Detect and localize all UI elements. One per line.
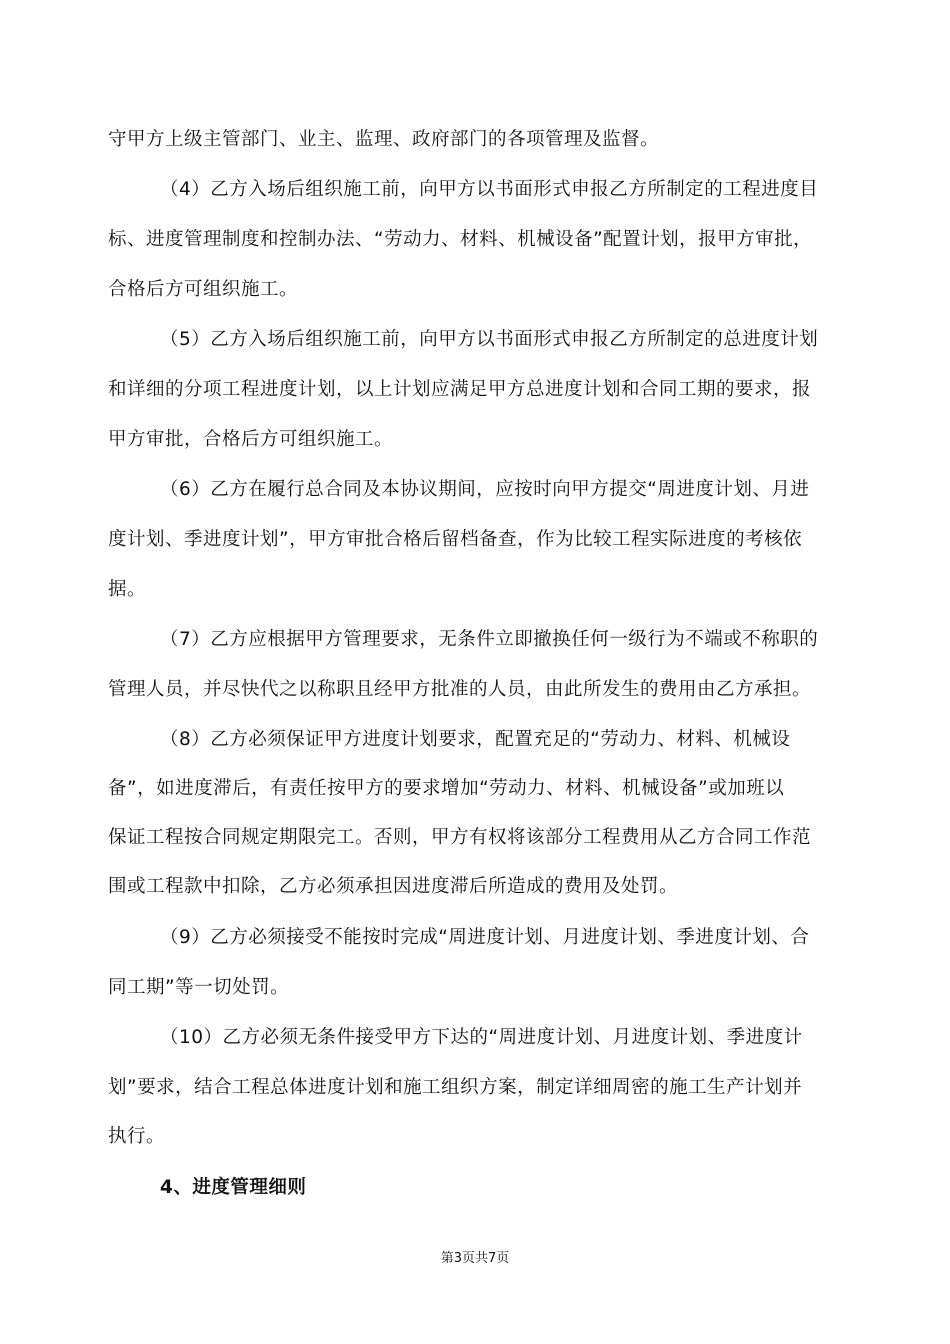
text-line: 围或工程款中扣除，乙方必须承担因进度滞后所造成的费用及处罚。 <box>108 876 679 897</box>
text-line: （7）乙方应根据甲方管理要求，无条件立即撤换任何一级行为不端或不称职的 <box>160 629 819 650</box>
text-line: 和详细的分项工程进度计划，以上计划应满足甲方总进度计划和合同工期的要求，报 <box>108 379 812 400</box>
text-line: （8）乙方必须保证甲方进度计划要求，配置充足的“劳动力、材料、机械设 <box>160 729 791 750</box>
text-line: 管理人员，并尽快代之以称职且经甲方批准的人员，由此所发生的费用由乙方承担。 <box>108 679 812 700</box>
text-line: 度计划、季进度计划”，甲方审批合格后留档备查，作为比较工程实际进度的考核依 <box>108 529 803 550</box>
text-line: 守甲方上级主管部门、业主、监理、政府部门的各项管理及监督。 <box>108 129 660 150</box>
text-line: 执行。 <box>108 1126 166 1147</box>
text-line: （4）乙方入场后组织施工前，向甲方以书面形式申报乙方所制定的工程进度目 <box>160 179 819 200</box>
text-line: （6）乙方在履行总合同及本协议期间，应按时向甲方提交“周进度计划、月进 <box>160 479 810 500</box>
text-line: 划”要求，结合工程总体进度计划和施工组织方案，制定详细周密的施工生产计划并 <box>108 1077 803 1098</box>
text-line: 同工期”等一切处罚。 <box>108 977 290 998</box>
text-line: 备”，如进度滞后，有责任按甲方的要求增加“劳动力、材料、机械设备”或加班以 <box>108 778 785 799</box>
text-line: 合格后方可组织施工。 <box>108 279 299 300</box>
page-footer: 第3页共7页 <box>440 1251 510 1266</box>
text-line: （10）乙方必须无条件接受甲方下达的“周进度计划、月进度计划、季进度计 <box>160 1027 803 1048</box>
text-line: 标、进度管理制度和控制办法、“劳动力、材料、机械设备”配置计划，报甲方审批， <box>108 229 813 250</box>
text-line: 保证工程按合同规定期限完工。否则，甲方有权将该部分工程费用从乙方合同工作范 <box>108 827 812 848</box>
text-line: 据。 <box>108 579 147 600</box>
text-line: （9）乙方必须接受不能按时完成“周进度计划、月进度计划、季进度计划、合 <box>160 927 810 948</box>
text-line: （5）乙方入场后组织施工前，向甲方以书面形式申报乙方所制定的总进度计划 <box>160 329 819 350</box>
section-heading: 4、进度管理细则 <box>160 1177 307 1198</box>
text-line: 甲方审批，合格后方可组织施工。 <box>108 429 394 450</box>
